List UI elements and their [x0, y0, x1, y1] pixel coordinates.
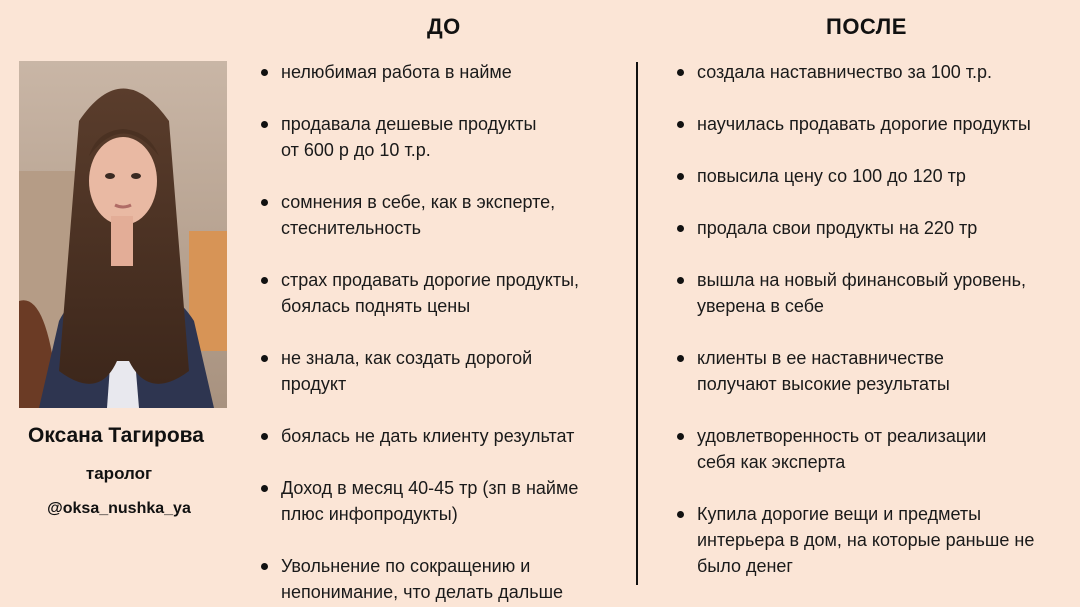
after-item: вышла на новый финансовый уровень, уверена в себе — [677, 267, 1026, 319]
bullet-icon — [677, 121, 684, 128]
before-item: не знала, как создать дорогой продукт — [261, 345, 532, 397]
bullet-icon — [261, 433, 268, 440]
heading-before: ДО — [427, 14, 461, 39]
bullet-icon — [677, 277, 684, 284]
profile-name: Оксана Тагирова — [28, 424, 204, 447]
bullet-icon — [677, 355, 684, 362]
profile-role: таролог — [85, 464, 153, 483]
before-item: сомнения в себе, как в эксперте, стеснительность — [261, 189, 555, 241]
before-item: продавала дешевые продукты от 600 р до 10 т.р. — [261, 111, 536, 163]
before-item: нелюбимая работа в найме — [261, 59, 512, 85]
bullet-icon — [261, 355, 268, 362]
bullet-icon — [677, 173, 684, 180]
bullet-icon — [677, 69, 684, 76]
before-item: страх продавать дорогие продукты, боялась поднять цены — [261, 267, 579, 319]
after-item: Купила дорогие вещи и предметы интерьера в дом, на которые раньше не было денег — [677, 501, 1034, 579]
heading-after: ПОСЛЕ — [826, 14, 907, 39]
profile-photo — [19, 61, 227, 408]
after-item: научилась продавать дорогие продукты — [677, 111, 1031, 137]
column-divider — [636, 62, 638, 585]
bullet-icon — [261, 121, 268, 128]
bullet-icon — [261, 277, 268, 284]
bullet-icon — [261, 563, 268, 570]
bullet-icon — [261, 485, 268, 492]
bullet-icon — [261, 199, 268, 206]
bullet-icon — [677, 433, 684, 440]
bullet-icon — [261, 69, 268, 76]
before-item: боялась не дать клиенту результат — [261, 423, 574, 449]
after-item: повысила цену со 100 до 120 тр — [677, 163, 966, 189]
after-item: удовлетворенность от реализации себя как эксперта — [677, 423, 986, 475]
after-item: клиенты в ее наставничестве получают высокие результаты — [677, 345, 950, 397]
before-item: Доход в месяц 40-45 тр (зп в найме плюс инфопродукты) — [261, 475, 578, 527]
bullet-icon — [677, 225, 684, 232]
bullet-icon — [677, 511, 684, 518]
after-item: продала свои продукты на 220 тр — [677, 215, 977, 241]
before-item: Увольнение по сокращению и непонимание, что делать дальше — [261, 553, 563, 605]
profile-handle: @oksa_nushka_ya — [47, 500, 191, 517]
after-item: создала наставничество за 100 т.р. — [677, 59, 992, 85]
